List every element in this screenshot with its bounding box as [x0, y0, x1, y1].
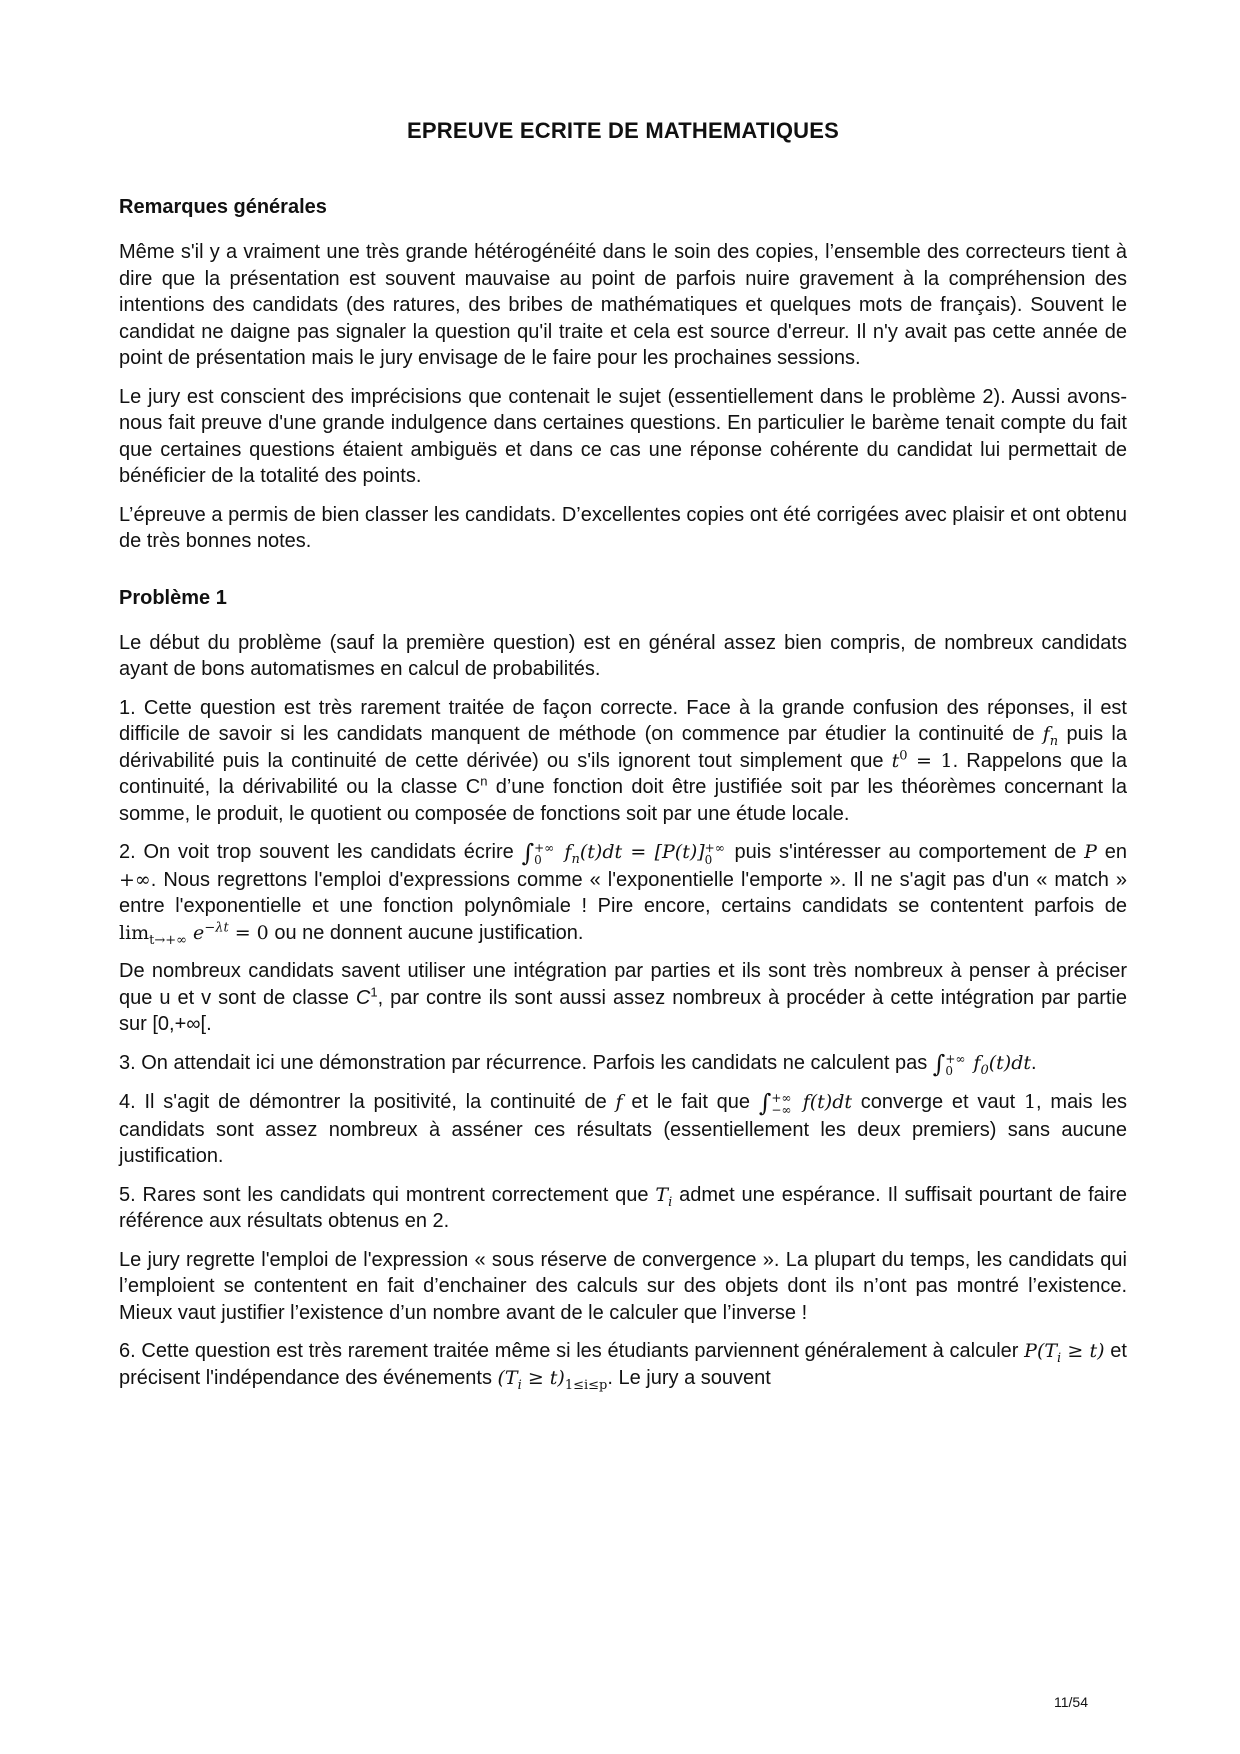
section-gap: [119, 567, 1127, 587]
paragraph-q6: 6. Cette question est très rarement traitée même si les étudiants parviennent généralement à calculer $P(T_i \ge t)$ et précisent l'indépendance des événements $(T_i \ge t)_{1\le i\le p}$. Le jury a souvent: [119, 1340, 1127, 1393]
heading-general-remarks: Remarques générales: [119, 196, 327, 218]
math-f: f: [615, 1091, 623, 1113]
math-limit-exp: $\lim_{t\to+\infty} e^{-\lambda t} = 0$: [119, 920, 269, 948]
heading-problem-1: Problème 1: [119, 586, 227, 609]
page-number: 11/54: [1054, 1694, 1088, 1710]
math-integral-f0: ∫ +∞ 0 $f_0(t)dt$: [932, 1049, 1031, 1078]
paragraph-q5-convergence: Le jury regrette l'emploi de l'expression « sous réserve de convergence ». La plupart du temps, les candidats qui l’emploient se contentent en fait d’enchainer des calculs sur des objets dont ils n’ont pas montré l’existence. Mieux vaut justifier l’existence d’un nombre avant de le calculer que l’inverse !: [119, 1248, 1127, 1324]
math-fn: $f_n$: [1042, 723, 1059, 749]
paragraph-q5: 5. Rares sont les candidats qui montrent correctement que $T_i$ admet une espérance. Il suffisait pourtant de faire référence aux résultats obtenus en 2.: [119, 1183, 1127, 1232]
math-integral-fn: ∫ +∞ 0 $f_n(t)dt = [P(t)]$ +∞ 0: [521, 839, 725, 867]
paragraph-q2: 2. On voit trop souvent les candidats écrire ∫ +∞ 0 $f_n(t)dt = [P(t)]$ +∞ 0 puis s'intéresser au comportement de P en +∞. Nous regrettons l'emploi d'expressions comme « l'exponentielle l'emporte ». Il ne s'agit pas d'un « match » entre l'exponentielle et une fonction polynômiale ! Pire encore, certains candidats se contentent parfois de $\lim_{t\to+\infty} e^{-\lambda t} = 0$ ou ne donnent aucune justification.: [119, 839, 1128, 948]
paragraph-imprecisions: Le jury est conscient des imprécisions que contenait le sujet (essentiellement dans le problème 2). Aussi avons-nous fait preuve d'une grande indulgence dans certaines questions. En particulier le barème tenait compte du fait que certaines questions étaient ambiguës et dans ce cas une réponse cohérente du candidat lui permettait de bénéficier de la totalité des points.: [119, 385, 1127, 487]
math-Ti: $T_i$: [655, 1183, 673, 1210]
math-integral-f: ∫ +∞ −∞ f(t)dt: [758, 1089, 852, 1117]
paragraph-q1: 1. Cette question est très rarement traitée de façon correcte. Face à la grande confusion des réponses, il est difficile de savoir si les candidats manquent de méthode (on commence par étudier la continuité de $f_n$ puis la dérivabilité puis la continuité de cette dérivée) ou s'ils ignorent tout simplement que $t^0 = 1$. Rappelons que la continuité, la dérivabilité ou la classe $C^n$ d’une fonction doit être justifiée soit par les théorèmes concernant la somme, le produit, le quotient ou composée de fonctions soit par une étude locale.: [119, 696, 1127, 825]
math-plus-infinity: +∞: [119, 868, 151, 891]
paragraph-ranking: L’épreuve a permis de bien classer les candidats. D’excellentes copies ont été corrigées avec plaisir et ont obtenu de très bonnes notes.: [119, 503, 1127, 552]
paragraph-q2-integration-by-parts: De nombreux candidats savent utiliser une intégration par parties et ils sont très nombreux à penser à préciser que u et v sont de classe $C^1$, par contre ils sont aussi assez nombreux à procéder à cette intégration par partie sur [0,+∞[.: [119, 960, 1128, 1035]
page-content: [119, 118, 1127, 1403]
math-events: $(T_i \ge t)_{1\le i\le p}$: [497, 1366, 608, 1393]
paragraph-presentation: Même s'il y a vraiment une très grande hétérogénéité dans le soin des copies, l’ensemble des correcteurs tient à dire que la présentation est souvent mauvaise au point de parfois nuire gravement à la compréhension des intentions des candidats (des ratures, des bribes de mathématiques et quelques mots de français). Souvent le candidat ne daigne pas signaler la question qu'il traite et cela est source d'erreur. Il n'y avait pas cette année de point de présentation mais le jury envisage de le faire pour les prochaines sessions.: [119, 241, 1127, 369]
document-title: EPREUVE ECRITE DE MATHEMATIQUES: [407, 118, 839, 143]
math-t0-equals-1: $t^0 = 1$: [891, 748, 953, 772]
paragraph-q3: 3. On attendait ici une démonstration par récurrence. Parfois les candidats ne calculent pas ∫ +∞ 0 $f_0(t)dt$.: [119, 1049, 1037, 1078]
math-probability: $P(T_i \ge t)$: [1024, 1340, 1105, 1366]
paragraph-q4: 4. Il s'agit de démontrer la positivité, la continuité de f et le fait que ∫ +∞ −∞ f(t)dt converge et vaut 1, mais les candidats sont assez nombreux à asséner ces résultats (essentiellement les deux premiers) sans aucune justification.: [119, 1089, 1127, 1167]
math-P: P: [1084, 841, 1097, 863]
paragraph-problem1-intro: Le début du problème (sauf la première question) est en général assez bien compris, de nombreux candidats ayant de bons automatismes en calcul de probabilités.: [119, 631, 1127, 680]
math-one: 1: [1023, 1091, 1037, 1113]
